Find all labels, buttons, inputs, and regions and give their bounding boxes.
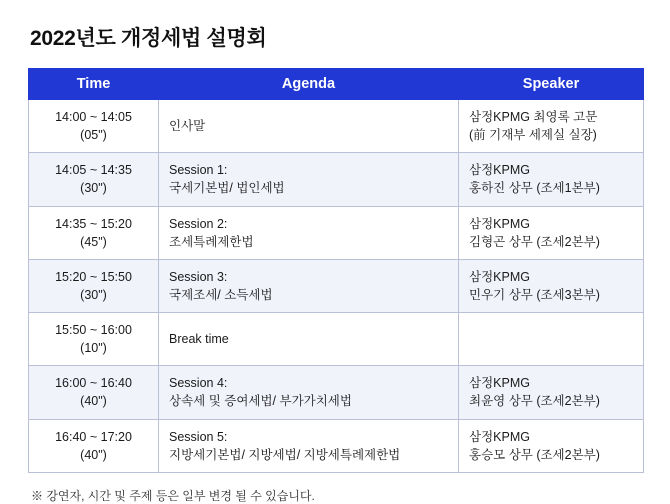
table-row [29,100,644,153]
table-row [29,153,644,206]
agenda-detail: 국세기본법/ 법인세법 [169,181,285,196]
table-row [29,259,644,312]
cell-speaker [459,313,644,366]
cell-agenda [159,259,459,312]
cell-speaker [459,259,644,312]
cell-time [29,206,159,259]
table-row [29,419,644,472]
table-body [29,100,644,473]
time-range: 14:00 ~ 14:05 [55,110,132,124]
time-duration: (30") [80,287,107,302]
time-range: 16:00 ~ 16:40 [55,376,132,391]
cell-speaker [459,100,644,153]
agenda-title: Session 1: [169,163,228,178]
table-row [29,206,644,259]
agenda-title: Break time [169,332,229,347]
speaker-org: 삼정KPMG [469,429,530,444]
speaker-org: 삼정KPMG 최영록 고문 [469,110,598,124]
speaker-name: 홍승모 상무 (조세2본부) [469,447,600,462]
schedule-table [28,68,644,473]
speaker-name: 김형곤 상무 (조세2본부) [469,234,600,249]
speaker-org: 삼정KPMG [469,376,530,391]
cell-agenda [159,206,459,259]
cell-time [29,259,159,312]
agenda-detail: 국제조세/ 소득세법 [169,287,273,302]
time-range: 14:05 ~ 14:35 [55,163,132,178]
table-row [29,313,644,366]
cell-time [29,100,159,153]
time-range: 15:20 ~ 15:50 [55,269,132,284]
time-duration: (10") [80,341,107,356]
speaker-name: (前 기재부 세제실 실장) [469,128,597,143]
agenda-title: 인사말 [169,119,206,134]
agenda-detail: 조세특례제한법 [169,234,254,249]
time-range: 16:40 ~ 17:20 [55,429,132,444]
time-range: 14:35 ~ 15:20 [55,216,132,231]
speaker-org: 삼정KPMG [469,216,530,231]
cell-time [29,419,159,472]
time-duration: (40") [80,394,107,409]
speaker-name: 최윤영 상무 (조세2본부) [469,394,600,409]
footnote: ※ 강연자, 시간 및 주제 등은 일부 변경 될 수 있습니다. [31,488,315,503]
table-header [29,69,644,100]
time-duration: (05") [80,128,107,143]
speaker-org: 삼정KPMG [469,163,530,178]
agenda-title: Session 4: [169,376,228,391]
speaker-name: 홍하진 상무 (조세1본부) [469,181,600,196]
agenda-title: Session 2: [169,216,228,231]
column-header-speaker: Speaker [459,69,644,100]
cell-agenda [159,313,459,366]
time-duration: (30") [80,181,107,196]
cell-speaker [459,366,644,419]
column-header-time: Time [29,69,159,100]
table-row [29,366,644,419]
agenda-detail: 지방세기본법/ 지방세법/ 지방세특례제한법 [169,447,401,462]
time-range: 15:50 ~ 16:00 [55,323,132,337]
cell-speaker [459,153,644,206]
agenda-title: Session 3: [169,269,228,284]
agenda-title: Session 5: [169,429,228,444]
cell-agenda [159,153,459,206]
cell-agenda [159,419,459,472]
cell-time [29,153,159,206]
speaker-org: 삼정KPMG [469,269,530,284]
column-header-agenda: Agenda [159,69,459,100]
speaker-name: 민우기 상무 (조세3본부) [469,287,600,302]
cell-agenda [159,366,459,419]
cell-agenda [159,100,459,153]
page-title: 2022년도 개정세법 설명회 [30,27,267,50]
time-duration: (40") [80,447,107,462]
table-header-row [29,69,644,100]
cell-speaker [459,419,644,472]
cell-time [29,366,159,419]
cell-time [29,313,159,366]
agenda-detail: 상속세 및 증여세법/ 부가가치세법 [169,394,352,409]
cell-speaker [459,206,644,259]
time-duration: (45") [80,234,107,249]
